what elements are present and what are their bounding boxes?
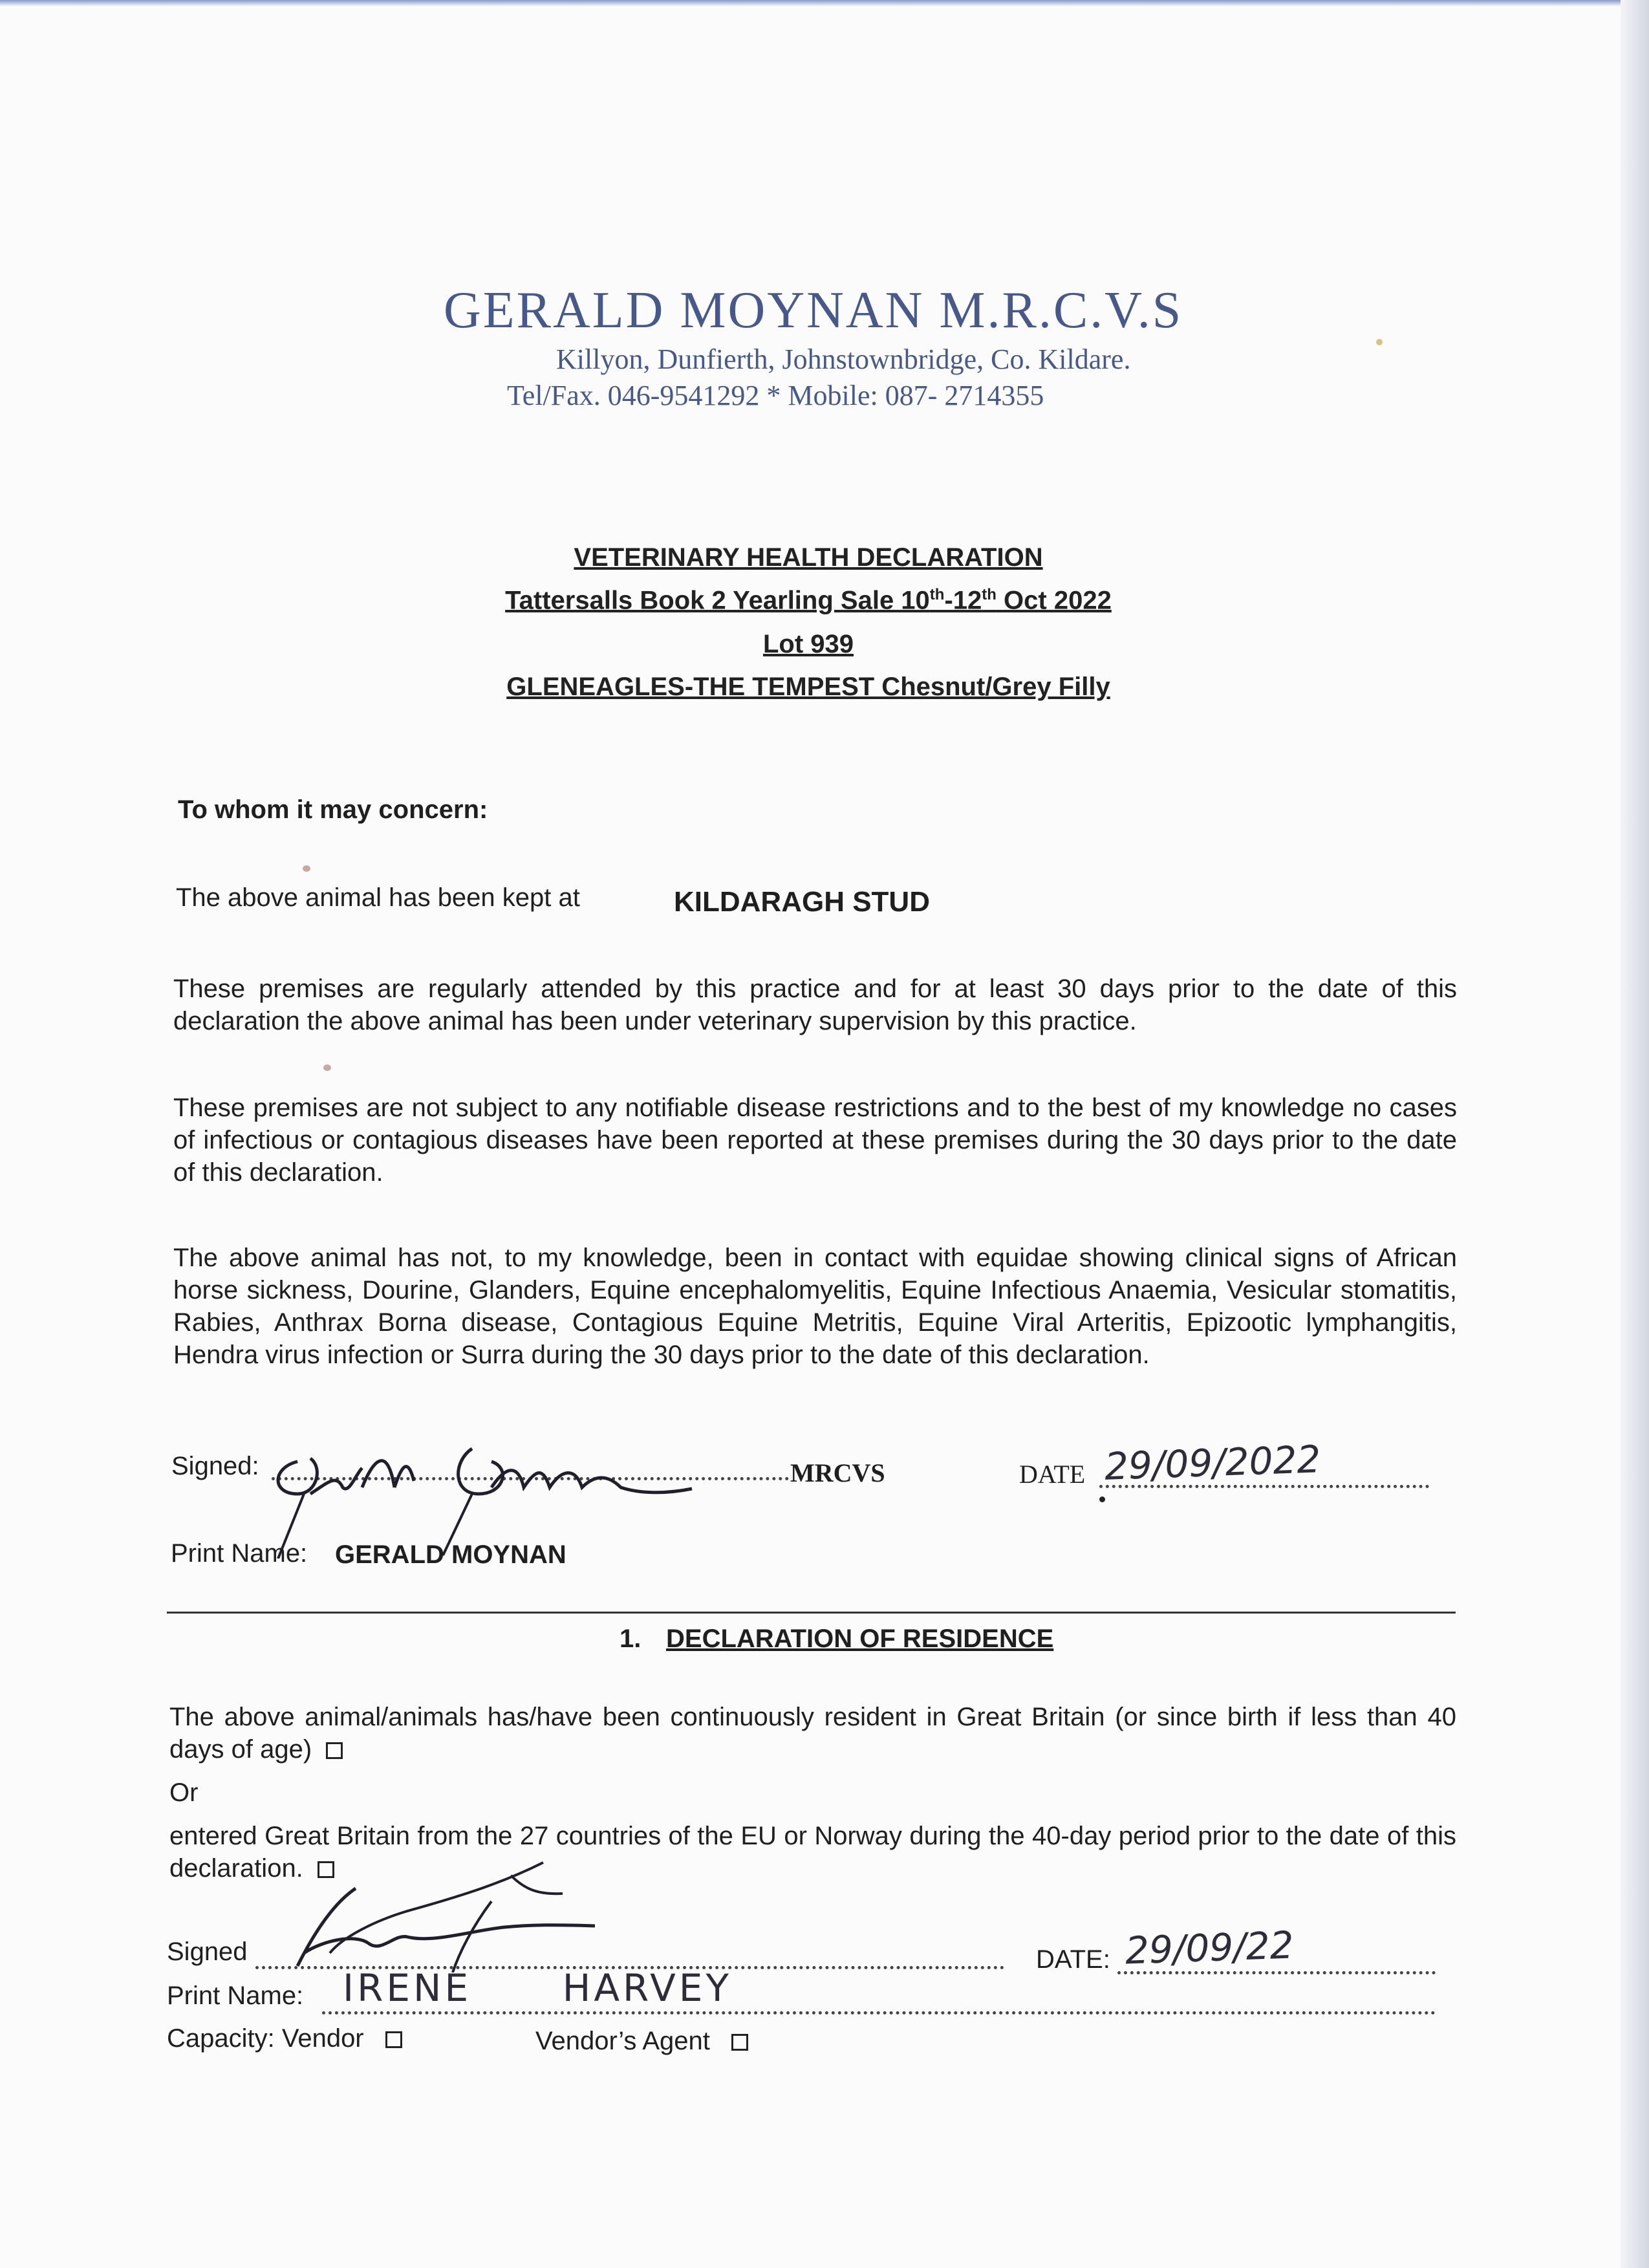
vet-print-name-value: GERALD MOYNAN — [335, 1540, 566, 1569]
kept-at-label: The above animal has been kept at — [176, 883, 580, 912]
vendors-agent-label: Vendor’s Agent — [535, 2027, 748, 2056]
paragraph-supervision: These premises are regularly attended by this practice and for at least 30 days prior to the date of this declaration the above animal has been under veterinary supervision by this practice. — [173, 975, 1457, 1035]
letterhead-phone: Tel/Fax. 046-9541292 * Mobile: 087- 2714355 — [507, 380, 1044, 411]
section-divider — [167, 1612, 1456, 1614]
residence-option-entered: entered Great Britain from the 27 countries of the EU or Norway during the 40-day period prior to the date of this declaration. — [169, 1822, 1456, 1883]
or-text: Or — [169, 1778, 199, 1807]
letterhead-name: GERALD MOYNAN M.R.C.V.S — [444, 282, 1183, 339]
vet-signed-label: Signed: — [171, 1452, 259, 1480]
document-title: VETERINARY HEALTH DECLARATION — [574, 543, 1043, 572]
kept-at-value: KILDARAGH STUD — [674, 886, 930, 918]
vet-signature — [259, 1397, 698, 1559]
scan-right-edge — [1621, 0, 1649, 2268]
vendor-signature — [278, 1798, 614, 1972]
mrcvs-suffix: MRCVS — [790, 1458, 885, 1487]
vendor-date-label: DATE: — [1036, 1945, 1110, 1974]
scan-speck — [1376, 339, 1383, 345]
vendor-print-name-label: Print Name: — [167, 1982, 304, 2010]
vendors-agent-checkbox[interactable] — [731, 2034, 748, 2051]
vendor-print-name-line — [322, 2011, 1436, 2014]
section-title: DECLARATION OF RESIDENCE — [666, 1625, 1054, 1653]
vendor-signed-label: Signed — [167, 1938, 248, 1966]
scan-speck — [303, 865, 310, 872]
capacity-label: Capacity: Vendor — [167, 2024, 402, 2053]
vet-date-label: DATE — [1019, 1460, 1086, 1489]
vendor-date-line — [1117, 1971, 1436, 1974]
salutation: To whom it may concern: — [178, 795, 488, 824]
lot-number: Lot 939 — [762, 630, 854, 658]
horse-description: GLENEAGLES-THE TEMPEST Chesnut/Grey Filly — [506, 673, 1110, 701]
scan-speck — [323, 1064, 331, 1071]
vet-print-name-label: Print Name: — [171, 1539, 308, 1568]
sale-title: Tattersalls Book 2 Yearling Sale 10th-12th Oct 2022 — [505, 586, 1112, 615]
section-number: 1. — [620, 1625, 641, 1653]
scan-speck — [1099, 1496, 1105, 1502]
vet-date-value: 29/09/2022 — [1103, 1437, 1322, 1489]
letterhead-address: Killyon, Dunfierth, Johnstownbridge, Co. Kildare. — [556, 343, 1131, 375]
scan-top-edge — [0, 0, 1649, 6]
paragraph-diseases: The above animal has not, to my knowledge, been in contact with equidae showing clinical signs of African horse sickness, Dourine, Glanders, Equine encephalomyelitis, Equine Infectious Anaemia, Vesicular stomatitis, Rabies, Anthrax Borna disease, Contagious Equine Metritis, Equine Viral Arteritis, Epizootic lymphangitis, Hendra virus infection or Surra during the 30 days prior to the date of this declaration. — [173, 1244, 1457, 1369]
vendor-print-name-value: IRENE HARVEY — [343, 1966, 732, 2010]
vendor-date-value: 29/09/22 — [1124, 1923, 1295, 1973]
vendor-checkbox[interactable] — [385, 2031, 402, 2048]
continuous-residence-checkbox[interactable] — [326, 1742, 343, 1759]
residence-option-continuous: The above animal/animals has/have been continuously resident in Great Britain (or since birth if less than 40 days of age) — [169, 1703, 1456, 1764]
paragraph-restrictions: These premises are not subject to any notifiable disease restrictions and to the best of my knowledge no cases of infectious or contagious diseases have been reported at these premises during the 30 days prior to the date of this declaration. — [173, 1094, 1457, 1187]
